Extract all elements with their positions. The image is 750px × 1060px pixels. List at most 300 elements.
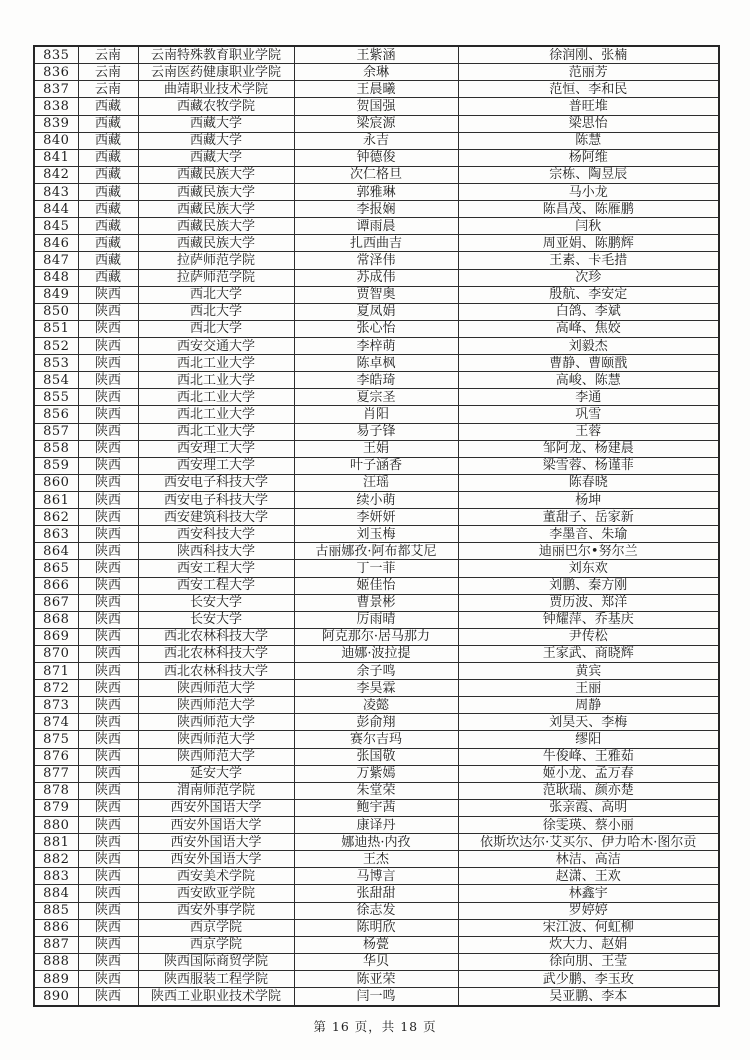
- cell-university: 陕西服装工程学院: [138, 971, 294, 988]
- table-row: [34, 526, 719, 543]
- cell-university: 陕西工业职业技术学院: [138, 988, 294, 1006]
- cell-province: 西藏: [78, 235, 138, 252]
- cell-university: 西藏民族大学: [138, 218, 294, 235]
- table-row: [34, 406, 719, 423]
- cell-advisors: 贾历波、郑洋: [458, 594, 719, 611]
- table-row: [34, 269, 719, 286]
- cell-advisors: 陈慧: [458, 132, 719, 149]
- cell-province: 陕西: [78, 936, 138, 953]
- cell-university: 西藏民族大学: [138, 183, 294, 200]
- cell-university: 拉萨师范学院: [138, 252, 294, 269]
- cell-student: 苏成伟: [294, 269, 458, 286]
- cell-index: 855: [34, 389, 78, 406]
- cell-index: 867: [34, 594, 78, 611]
- table-row: [34, 765, 719, 782]
- cell-university: 西安科技大学: [138, 526, 294, 543]
- cell-index: 842: [34, 166, 78, 183]
- cell-province: 陕西: [78, 628, 138, 645]
- cell-province: 陕西: [78, 509, 138, 526]
- table-row: [34, 799, 719, 816]
- cell-student: 汪瑶: [294, 474, 458, 491]
- cell-province: 陕西: [78, 902, 138, 919]
- table-row: [34, 389, 719, 406]
- cell-index: 841: [34, 149, 78, 166]
- cell-student: 王娟: [294, 440, 458, 457]
- cell-university: 西安理工大学: [138, 457, 294, 474]
- cell-advisors: 普旺堆: [458, 98, 719, 115]
- cell-province: 陕西: [78, 645, 138, 662]
- cell-student: 陈卓枫: [294, 355, 458, 372]
- cell-student: 迪娜·波拉提: [294, 645, 458, 662]
- cell-advisors: 陈春晓: [458, 474, 719, 491]
- cell-province: 陕西: [78, 971, 138, 988]
- cell-index: 883: [34, 868, 78, 885]
- cell-university: 西安电子科技大学: [138, 474, 294, 491]
- cell-student: 李妍妍: [294, 509, 458, 526]
- table-row: [34, 355, 719, 372]
- cell-province: 陕西: [78, 868, 138, 885]
- cell-advisors: 钟耀萍、乔基庆: [458, 611, 719, 628]
- cell-advisors: 依斯坎达尔·艾买尔、伊力哈木·图尔贡: [458, 834, 719, 851]
- cell-province: 陕西: [78, 834, 138, 851]
- cell-advisors: 白鸽、李斌: [458, 303, 719, 320]
- cell-student: 李昊霖: [294, 680, 458, 697]
- cell-advisors: 刘毅杰: [458, 337, 719, 354]
- cell-advisors: 杨阿维: [458, 149, 719, 166]
- cell-university: 渭南师范学院: [138, 782, 294, 799]
- cell-advisors: 梁雪蓉、杨谨菲: [458, 457, 719, 474]
- table-row: [34, 885, 719, 902]
- cell-university: 西安外国语大学: [138, 817, 294, 834]
- cell-index: 890: [34, 988, 78, 1006]
- cell-index: 871: [34, 663, 78, 680]
- cell-student: 曹景彬: [294, 594, 458, 611]
- cell-university: 西藏民族大学: [138, 235, 294, 252]
- cell-university: 云南医药健康职业学院: [138, 64, 294, 81]
- cell-index: 880: [34, 817, 78, 834]
- cell-index: 875: [34, 731, 78, 748]
- cell-province: 陕西: [78, 526, 138, 543]
- table-row: [34, 611, 719, 628]
- cell-student: 杨甍: [294, 936, 458, 953]
- cell-province: 陕西: [78, 423, 138, 440]
- cell-province: 陕西: [78, 457, 138, 474]
- cell-province: 陕西: [78, 577, 138, 594]
- cell-university: 西安外国语大学: [138, 834, 294, 851]
- cell-province: 西藏: [78, 115, 138, 132]
- table-row: [34, 782, 719, 799]
- cell-advisors: 殷航、李安定: [458, 286, 719, 303]
- table-row: [34, 817, 719, 834]
- cell-advisors: 宋江波、何虹柳: [458, 919, 719, 936]
- cell-province: 西藏: [78, 98, 138, 115]
- table-row: [34, 457, 719, 474]
- table-row: [34, 748, 719, 765]
- cell-advisors: 牛俊峰、王雅茹: [458, 748, 719, 765]
- cell-student: 丁一菲: [294, 560, 458, 577]
- table-row: [34, 440, 719, 457]
- cell-province: 云南: [78, 46, 138, 64]
- cell-university: 陕西师范大学: [138, 748, 294, 765]
- cell-student: 梁宸源: [294, 115, 458, 132]
- table-row: [34, 988, 719, 1006]
- table-row: [34, 628, 719, 645]
- cell-province: 西藏: [78, 149, 138, 166]
- cell-student: 陈明欣: [294, 919, 458, 936]
- cell-index: 865: [34, 560, 78, 577]
- cell-index: 868: [34, 611, 78, 628]
- cell-student: 彭俞翔: [294, 714, 458, 731]
- cell-advisors: 林鑫宇: [458, 885, 719, 902]
- cell-advisors: 梁思怡: [458, 115, 719, 132]
- cell-index: 878: [34, 782, 78, 799]
- cell-university: 陕西师范大学: [138, 680, 294, 697]
- cell-index: 879: [34, 799, 78, 816]
- table-row: [34, 46, 719, 64]
- cell-student: 姬佳怡: [294, 577, 458, 594]
- table-row: [34, 115, 719, 132]
- table-row: [34, 953, 719, 970]
- cell-index: 881: [34, 834, 78, 851]
- cell-university: 西藏大学: [138, 149, 294, 166]
- cell-index: 862: [34, 509, 78, 526]
- cell-advisors: 徐润刚、张楠: [458, 46, 719, 64]
- cell-university: 西北工业大学: [138, 355, 294, 372]
- cell-advisors: 徐雯瑛、蔡小丽: [458, 817, 719, 834]
- cell-university: 西藏民族大学: [138, 201, 294, 218]
- cell-province: 陕西: [78, 372, 138, 389]
- table-row: [34, 509, 719, 526]
- cell-advisors: 周亚娟、陈鹏辉: [458, 235, 719, 252]
- cell-province: 陕西: [78, 320, 138, 337]
- cell-index: 887: [34, 936, 78, 953]
- cell-student: 华贝: [294, 953, 458, 970]
- table-row: [34, 697, 719, 714]
- cell-advisors: 武少鹏、李玉玫: [458, 971, 719, 988]
- cell-province: 陕西: [78, 491, 138, 508]
- cell-province: 西藏: [78, 269, 138, 286]
- award-table: [33, 45, 720, 1007]
- cell-university: 西北大学: [138, 286, 294, 303]
- cell-university: 陕西师范大学: [138, 731, 294, 748]
- cell-advisors: 马小龙: [458, 183, 719, 200]
- cell-advisors: 林洁、高洁: [458, 851, 719, 868]
- cell-province: 西藏: [78, 201, 138, 218]
- cell-province: 陕西: [78, 355, 138, 372]
- cell-province: 陕西: [78, 337, 138, 354]
- cell-advisors: 罗婷婷: [458, 902, 719, 919]
- cell-index: 837: [34, 81, 78, 98]
- cell-university: 曲靖职业技术学院: [138, 81, 294, 98]
- cell-province: 陕西: [78, 286, 138, 303]
- cell-advisors: 王丽: [458, 680, 719, 697]
- table-row: [34, 235, 719, 252]
- table-row: [34, 183, 719, 200]
- table-row: [34, 166, 719, 183]
- cell-student: 贾智奥: [294, 286, 458, 303]
- cell-university: 西安交通大学: [138, 337, 294, 354]
- cell-student: 夏凤娟: [294, 303, 458, 320]
- cell-province: 陕西: [78, 919, 138, 936]
- cell-student: 古丽娜孜·阿布都艾尼: [294, 543, 458, 560]
- cell-advisors: 范恒、李和民: [458, 81, 719, 98]
- cell-province: 陕西: [78, 799, 138, 816]
- cell-index: 840: [34, 132, 78, 149]
- table-row: [34, 337, 719, 354]
- page-footer: 第 16 页，共 18 页: [313, 1019, 437, 1034]
- cell-university: 西安外事学院: [138, 902, 294, 919]
- cell-index: 870: [34, 645, 78, 662]
- cell-province: 云南: [78, 81, 138, 98]
- table-row: [34, 252, 719, 269]
- cell-index: 852: [34, 337, 78, 354]
- cell-university: 西北工业大学: [138, 406, 294, 423]
- cell-advisors: 迪丽巴尔•努尔兰: [458, 543, 719, 560]
- cell-province: 陕西: [78, 303, 138, 320]
- cell-university: 延安大学: [138, 765, 294, 782]
- cell-university: 西北工业大学: [138, 423, 294, 440]
- table-row: [34, 834, 719, 851]
- cell-province: 云南: [78, 64, 138, 81]
- cell-index: 850: [34, 303, 78, 320]
- cell-province: 陕西: [78, 851, 138, 868]
- cell-index: 876: [34, 748, 78, 765]
- cell-index: 851: [34, 320, 78, 337]
- cell-index: 888: [34, 953, 78, 970]
- table-row: [34, 98, 719, 115]
- cell-province: 陕西: [78, 680, 138, 697]
- cell-index: 873: [34, 697, 78, 714]
- table-row: [34, 645, 719, 662]
- cell-advisors: 邹阿龙、杨建晨: [458, 440, 719, 457]
- table-row: [34, 680, 719, 697]
- cell-province: 陕西: [78, 406, 138, 423]
- cell-index: 845: [34, 218, 78, 235]
- cell-student: 张心怡: [294, 320, 458, 337]
- cell-province: 陕西: [78, 389, 138, 406]
- cell-advisors: 次珍: [458, 269, 719, 286]
- cell-advisors: 高峻、陈慧: [458, 372, 719, 389]
- cell-student: 赛尔吉玛: [294, 731, 458, 748]
- cell-advisors: 赵潇、王欢: [458, 868, 719, 885]
- table-row: [34, 423, 719, 440]
- cell-university: 西藏大学: [138, 115, 294, 132]
- cell-university: 西藏农牧学院: [138, 98, 294, 115]
- table-row: [34, 577, 719, 594]
- cell-index: 863: [34, 526, 78, 543]
- cell-index: 839: [34, 115, 78, 132]
- cell-province: 西藏: [78, 166, 138, 183]
- cell-advisors: 范丽芳: [458, 64, 719, 81]
- cell-student: 朱堂荣: [294, 782, 458, 799]
- table-row: [34, 919, 719, 936]
- cell-index: 846: [34, 235, 78, 252]
- cell-student: 贺国强: [294, 98, 458, 115]
- cell-province: 陕西: [78, 953, 138, 970]
- cell-index: 858: [34, 440, 78, 457]
- cell-university: 西北大学: [138, 320, 294, 337]
- cell-province: 西藏: [78, 252, 138, 269]
- cell-index: 869: [34, 628, 78, 645]
- cell-student: 叶子涵香: [294, 457, 458, 474]
- cell-student: 易子锋: [294, 423, 458, 440]
- cell-province: 陕西: [78, 560, 138, 577]
- table-row: [34, 372, 719, 389]
- table-row: [34, 303, 719, 320]
- cell-index: 835: [34, 46, 78, 64]
- cell-student: 闫一鸣: [294, 988, 458, 1006]
- cell-province: 陕西: [78, 440, 138, 457]
- cell-student: 李报娴: [294, 201, 458, 218]
- table-row: [34, 218, 719, 235]
- cell-province: 陕西: [78, 697, 138, 714]
- cell-student: 王晨曦: [294, 81, 458, 98]
- cell-university: 西京学院: [138, 919, 294, 936]
- cell-university: 陕西科技大学: [138, 543, 294, 560]
- cell-university: 云南特殊教育职业学院: [138, 46, 294, 64]
- cell-advisors: 高峰、焦姣: [458, 320, 719, 337]
- cell-student: 张国敬: [294, 748, 458, 765]
- cell-university: 西北工业大学: [138, 389, 294, 406]
- table-row: [34, 474, 719, 491]
- cell-student: 郭雅琳: [294, 183, 458, 200]
- cell-student: 徐志发: [294, 902, 458, 919]
- cell-student: 李梓萌: [294, 337, 458, 354]
- cell-advisors: 刘鹏、秦方刚: [458, 577, 719, 594]
- cell-university: 西安工程大学: [138, 560, 294, 577]
- cell-index: 856: [34, 406, 78, 423]
- cell-university: 西安理工大学: [138, 440, 294, 457]
- cell-student: 鲍宇茜: [294, 799, 458, 816]
- cell-university: 西安美术学院: [138, 868, 294, 885]
- cell-student: 刘玉梅: [294, 526, 458, 543]
- cell-province: 陕西: [78, 817, 138, 834]
- cell-province: 西藏: [78, 218, 138, 235]
- cell-advisors: 徐向朋、王莹: [458, 953, 719, 970]
- cell-advisors: 张亲霞、高明: [458, 799, 719, 816]
- cell-province: 陕西: [78, 782, 138, 799]
- cell-index: 844: [34, 201, 78, 218]
- cell-advisors: 巩雪: [458, 406, 719, 423]
- cell-province: 陕西: [78, 988, 138, 1006]
- cell-advisors: 李通: [458, 389, 719, 406]
- table-row: [34, 714, 719, 731]
- table-row: [34, 491, 719, 508]
- cell-index: 866: [34, 577, 78, 594]
- cell-university: 长安大学: [138, 594, 294, 611]
- cell-student: 谭雨晨: [294, 218, 458, 235]
- cell-advisors: 陈昌茂、陈雁鹏: [458, 201, 719, 218]
- cell-advisors: 曹静、曹颐戬: [458, 355, 719, 372]
- cell-university: 陕西国际商贸学院: [138, 953, 294, 970]
- cell-advisors: 刘昊天、李梅: [458, 714, 719, 731]
- cell-student: 陈亚荣: [294, 971, 458, 988]
- table-row: [34, 594, 719, 611]
- cell-index: 860: [34, 474, 78, 491]
- table-row: [34, 851, 719, 868]
- cell-province: 陕西: [78, 731, 138, 748]
- cell-advisors: 董甜子、岳家新: [458, 509, 719, 526]
- cell-student: 扎西曲吉: [294, 235, 458, 252]
- table-row: [34, 201, 719, 218]
- cell-index: 877: [34, 765, 78, 782]
- cell-student: 王紫涵: [294, 46, 458, 64]
- table-row: [34, 731, 719, 748]
- cell-advisors: 宗栋、陶昱辰: [458, 166, 719, 183]
- table-row: [34, 64, 719, 81]
- cell-university: 长安大学: [138, 611, 294, 628]
- cell-student: 次仁格旦: [294, 166, 458, 183]
- cell-index: 864: [34, 543, 78, 560]
- cell-student: 余子鸣: [294, 663, 458, 680]
- cell-province: 西藏: [78, 183, 138, 200]
- cell-student: 万紫嫣: [294, 765, 458, 782]
- cell-index: 861: [34, 491, 78, 508]
- cell-index: 847: [34, 252, 78, 269]
- cell-advisors: 黄宾: [458, 663, 719, 680]
- cell-student: 肖阳: [294, 406, 458, 423]
- cell-advisors: 李墨音、朱瑜: [458, 526, 719, 543]
- cell-index: 848: [34, 269, 78, 286]
- cell-student: 夏宗圣: [294, 389, 458, 406]
- cell-university: 西安外国语大学: [138, 851, 294, 868]
- cell-university: 西安建筑科技大学: [138, 509, 294, 526]
- table-row: [34, 132, 719, 149]
- cell-university: 西北工业大学: [138, 372, 294, 389]
- cell-advisors: 周静: [458, 697, 719, 714]
- cell-index: 857: [34, 423, 78, 440]
- cell-university: 西京学院: [138, 936, 294, 953]
- cell-student: 李皓琦: [294, 372, 458, 389]
- cell-index: 859: [34, 457, 78, 474]
- cell-student: 阿克那尔·居马那力: [294, 628, 458, 645]
- table-row: [34, 971, 719, 988]
- cell-university: 西北农林科技大学: [138, 663, 294, 680]
- table-row: [34, 81, 719, 98]
- cell-university: 西安欧亚学院: [138, 885, 294, 902]
- cell-province: 陕西: [78, 543, 138, 560]
- cell-index: 836: [34, 64, 78, 81]
- table-row: [34, 902, 719, 919]
- cell-index: 889: [34, 971, 78, 988]
- cell-student: 常泽伟: [294, 252, 458, 269]
- cell-student: 娜迪热·内孜: [294, 834, 458, 851]
- cell-index: 885: [34, 902, 78, 919]
- cell-advisors: 吴亚鹏、李本: [458, 988, 719, 1006]
- cell-index: 886: [34, 919, 78, 936]
- cell-index: 884: [34, 885, 78, 902]
- cell-advisors: 闫秋: [458, 218, 719, 235]
- cell-university: 西北农林科技大学: [138, 628, 294, 645]
- table-row: [34, 286, 719, 303]
- cell-province: 陕西: [78, 594, 138, 611]
- cell-province: 陕西: [78, 474, 138, 491]
- cell-student: 康译丹: [294, 817, 458, 834]
- cell-index: 849: [34, 286, 78, 303]
- cell-province: 陕西: [78, 714, 138, 731]
- cell-university: 西安工程大学: [138, 577, 294, 594]
- cell-advisors: 尹传松: [458, 628, 719, 645]
- cell-index: 854: [34, 372, 78, 389]
- cell-advisors: 王家武、商晓辉: [458, 645, 719, 662]
- cell-province: 陕西: [78, 748, 138, 765]
- cell-advisors: 范耿瑞、颜亦楚: [458, 782, 719, 799]
- cell-university: 陕西师范大学: [138, 697, 294, 714]
- table-row: [34, 560, 719, 577]
- cell-student: 钟德俊: [294, 149, 458, 166]
- cell-university: 西安外国语大学: [138, 799, 294, 816]
- cell-student: 张甜甜: [294, 885, 458, 902]
